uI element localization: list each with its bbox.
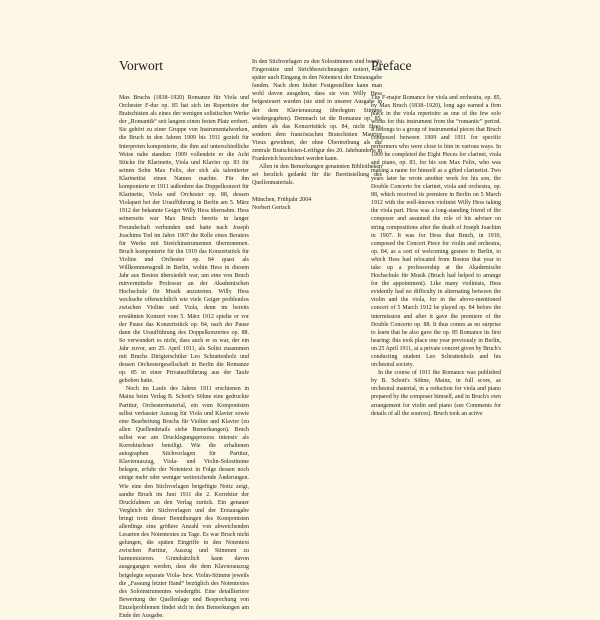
preface-paragraph-2: In the course of 1911 the Romance was published by B. Schott's Söhne, Mainz, in full score, as orchestral material, in a reduction for viola and piano prepared by the composer himself, and in Bruch's own arrangement for violin and piano (see Comments for details of all the sources). Bruch took an active [371, 370, 501, 417]
vorwort-text-part-2 [252, 58, 382, 188]
vorwort-heading: Vorwort [119, 58, 164, 73]
vorwort-place-date: München, Frühjahr 2004 [252, 196, 312, 203]
preface-heading: Preface [371, 58, 412, 73]
vorwort-author: Norbert Gertsch [252, 204, 291, 211]
preface-column [371, 58, 501, 418]
vorwort-paragraph-3: In den Stichvorlagen zu den Solostimmen sind bereits Fingersätze und Strichbezeichnungen notiert, die später auch Eingang in den Notentext der Erstausgabe fanden. Nach dem bisher Festgestellten kann man wohl davon ausgehen, dass sie von Willy Hess beigesteuert wurden (sie sind in unserer Ausgabe in der dem Klavierauszug überlegten Stimme wiedergegeben). Demnach ist die Romanze op. 85, anders als das Konzertstück op. 84, nicht Hess, sondern dem französischen Bratschisten Maurice Vieux gewidmet, der ohne Übertreibung als die zentrale Bratschisten-Leitfigur des 20. Jahrhunderts in Frankreich bezeichnet werden kann. [252, 59, 382, 163]
vorwort-column-2 [252, 58, 382, 212]
vorwort-paragraph-4: Allen in den Bemerkungen genannten Bibliotheken sei herzlich gedankt für die Bereitstellung des Quellenmaterials. [252, 164, 382, 187]
vorwort-column-1 [119, 58, 249, 620]
preface-text [371, 94, 501, 418]
vorwort-paragraph-2: Noch im Laufe des Jahres 1911 erschienen in Mainz beim Verlag B. Schott's Söhne eine gedruckte Partitur, Orchestermaterial, ein vom Komponisten selbst verfasster Auszug für Viola und Klavier sowie eine Bearbeitung Bruchs für Violine und Klavier (zu allen Quellendetails siehe Bemerkungen). Bruch selbst war am Drucklegungsprozess intensiv als Korrekturleser beteiligt. Wie die erhaltenen autographen Stichvorlagen für Partitur, Klavierauszug, Viola- und Violin-Solostimme belegen, erfuhr der Notentext in Folge dessen noch einige mehr oder weniger weitreichende Änderungen. Wie eine den Stichvorlagen beigefügte Notiz zeigt, sandte Bruch im Juni 1911 die 2. Korrektur der Druckfahnen an den Verlag zurück. Ein genauer Vergleich der Stichvorlagen und der Erstausgabe bringt trotz dieser Bemühungen des Komponisten allerdings eine größere Anzahl von abweichenden Lesarten des Notentextes zu Tage. Es war Bruch nicht gelungen, die späten Eingriffe in den Notentext zwischen Partitur, Auszug und Stimmen zu harmonisieren. Grundsätzlich kann davon ausgegangen werden, dass die dem Klavierauszug beigelegte separate Viola- bzw. Violin-Stimme jeweils die „Fassung letzter Hand“ bezüglich des Notentextes des Soloinstrumentes wiedergibt. Eine detailliertere Bewertung der Quellenlage und Besprechung von Einzelproblemen findet sich in den Bemerkungen am Ende der Ausgabe. [119, 386, 249, 619]
preface-paragraph-1: The F-major Romance for viola and orchestra, op. 85, by Max Bruch (1838–1920), long ago earned a firm place in the viola repertoire as one of the few solo works for this instrument from the “romantic” period. It belongs to a group of instrumental pieces that Bruch composed between 1909 and 1911 for specific performers who were close to him in various ways. In 1909 he completed the Eight Pieces for clarinet, viola and piano, op. 83, for his son Max Felix, who was making a name for himself as a gifted clarinetist. Two years later he wrote another work for his son, the Double Concerto for clarinet, viola and orchestra, op. 88, which received its premiere in Berlin on 5 March 1912 with the well-known violinist Willy Hess taking the viola part. Hess was a long-standing friend of the composer and assumed the role of his adviser on string compositions after the death of Joseph Joachim in 1907. It was for Hess that Bruch, in 1910, composed the Concert Piece for violin and orchestra, op. 84, as a sort of welcoming gesture to Berlin, to which Hess had relocated from Boston that year to take up a professorship at the Akademische Hochschule für Musik (Bruch had helped to arrange for the appointment). Like many violinists, Hess evidently had no difficulty in alternating between the violin and the viola, for in the above-mentioned concert of 5 March 1912 he played op. 84 before the intermission and after it gave the premiere of the Double Concerto op. 88. It thus comes as no surprise to learn that he also gave the op. 85 Romance its first hearing: this took place one year previously in Berlin, on 25 April 1911, at a private concert given by Bruch's conducting student Leo Schrattenholz and his orchestral society. [371, 95, 501, 369]
vorwort-text-part-1 [119, 94, 249, 620]
vorwort-paragraph-1: Max Bruchs (1838–1920) Romanze für Viola und Orchester F-dur op. 85 hat sich im Repertoire der Bratschisten als eines der wenigen solistischen Werke der „Romantik“ seit langem einen festen Platz erobert. Sie gehört zu einer Gruppe von Instrumentalwerken, die Bruch in den Jahren 1909 bis 1911 gezielt für Interpreten komponierte, die ihm auf unterschiedliche Weise nahe standen: 1909 vollendete er die Acht Stücke für Klarinette, Viola und Klavier op. 83 für seinen Sohn Max Felix, der sich als talentierter Klarinettist einen Namen machte. Für ihn komponierte er 1911 außerdem das Doppelkonzert für Klarinette, Viola und Orchester op. 88, dessen Violapart bei der Uraufführung in Berlin am 5. März 1912 der bekannte Geiger Willy Hess übernahm. Hess seinerseits war Max Bruch bereits in langer Freundschaft verbunden und hatte nach Joseph Joachims Tod im Jahre 1907 die Rolle eines Beraters für Werke mit Streichinstrumenten übernommen. Bruch komponierte für ihn 1910 das Konzertstück für Violine und Orchester op. 84 quasi als Willkommensgruß in Berlin, wohin Hess in diesem Jahr aus Boston übersiedelt war, um eine von Bruch mitvermittelte Professur an der Akademischen Hochschule für Musik anzutreten. Willy Hess wechselte offensichtlich wie viele Geiger problemlos zwischen Violine und Viola, denn im bereits erwähnten Konzert vom 5. März 1912 spielte er vor der Pause das Konzertstück op. 84, nach der Pause dann die Uraufführung des Doppelkonzertes op. 88. So verwundert es nicht, dass auch er es war, der ein Jahr zuvor, am 25. April 1911, als Solist zusammen mit Bruchs Dirigierschüler Leo Schrattenholz und dessen Orchestergesellschaft in Berlin die Romanze op. 85 in einer Privataufführung aus der Taufe gehoben hatte. [119, 95, 249, 385]
